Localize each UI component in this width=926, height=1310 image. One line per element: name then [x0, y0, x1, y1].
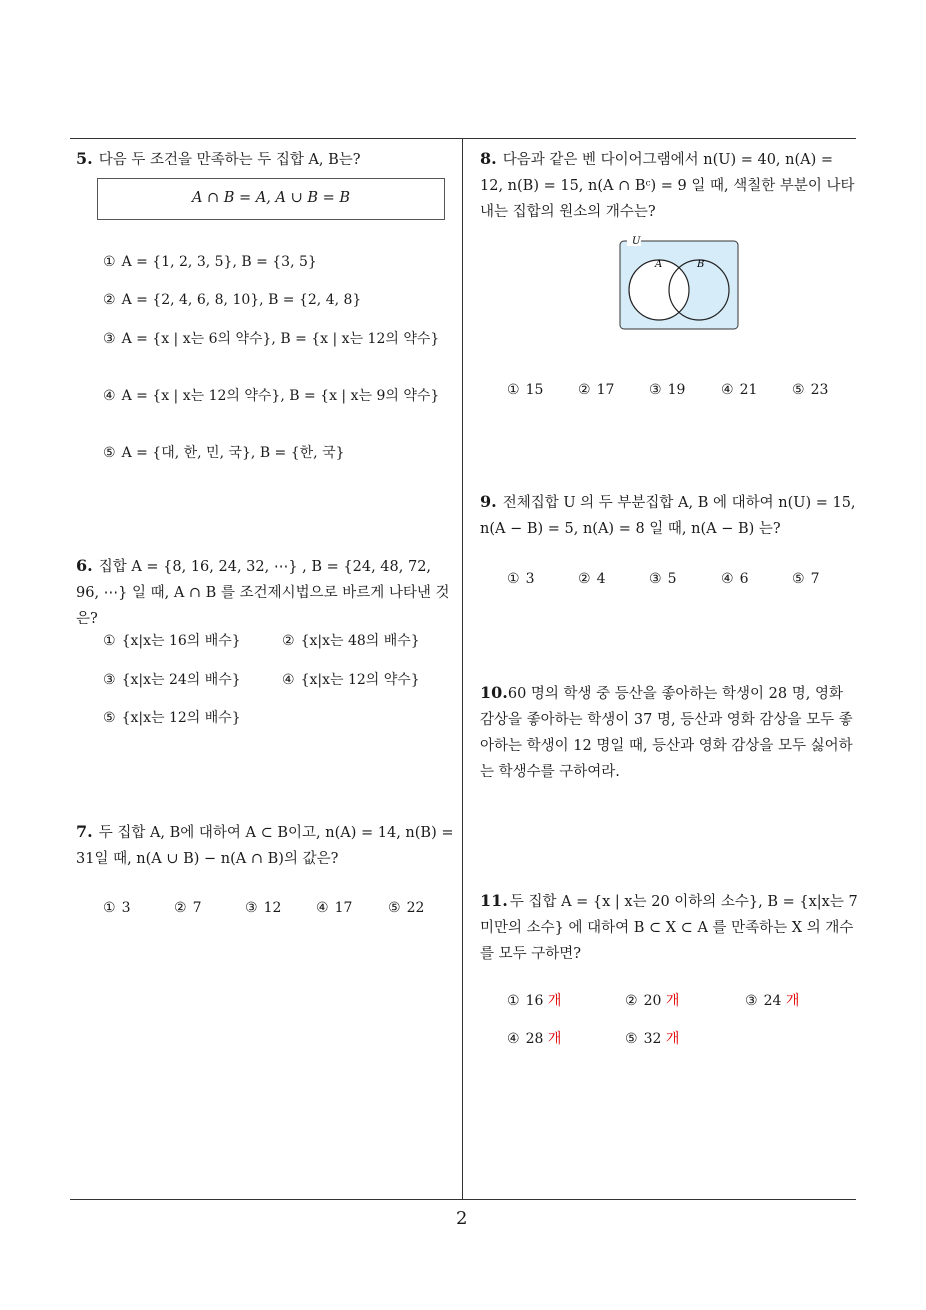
question-5 [76, 146, 446, 173]
option-5[interactable]: ⑤ {x|x는 12의 배수} [103, 710, 241, 726]
option-1[interactable]: ① {x|x는 16의 배수} [103, 633, 241, 649]
page-number: 2 [456, 1208, 468, 1229]
option-5[interactable]: ⑤ 32 개 [625, 1031, 680, 1047]
option-5[interactable]: ⑤ 23 [792, 382, 829, 398]
question-number: 7. [76, 822, 93, 841]
question-number: 5. [76, 149, 93, 168]
option-4[interactable]: ④ 6 [721, 571, 749, 587]
option-3[interactable]: ③ {x|x는 24의 배수} [103, 672, 241, 688]
condition-box: A ∩ B = A, A ∪ B = B [97, 178, 445, 220]
bottom-rule [70, 1199, 856, 1200]
question-stem: 다음과 같은 벤 다이어그램에서 n(U) = 40, n(A) = 12, n(B) = 15, n(A ∩ Bᶜ) = 9 일 때, 색칠한 부분이 나타내는 집합의 원소의 개수는? [480, 152, 855, 220]
option-1[interactable]: ① A = {1, 2, 3, 5}, B = {3, 5} [103, 254, 317, 270]
top-rule [70, 138, 856, 139]
option-1[interactable]: ① 3 [103, 900, 131, 916]
option-5[interactable]: ⑤ A = {대, 한, 민, 국}, B = {한, 국} [103, 445, 345, 461]
option-2[interactable]: ② 20 개 [625, 993, 680, 1009]
venn-diagram [617, 236, 741, 332]
option-1[interactable]: ① 16 개 [507, 993, 562, 1009]
question-6 [76, 553, 454, 632]
option-3[interactable]: ③ 24 개 [745, 993, 800, 1009]
question-11 [480, 888, 858, 967]
set-a-label: A [655, 259, 663, 270]
question-stem: 두 집합 A = {x | x는 20 이하의 소수}, B = {x|x는 7 미만의 소수} 에 대하여 B ⊂ X ⊂ A 를 만족하는 X 의 개수를 모두 구하면? [480, 894, 858, 962]
option-3[interactable]: ③ 12 [245, 900, 282, 916]
set-b-label: B [697, 259, 705, 270]
question-number: 6. [76, 556, 93, 575]
universe-label: U [632, 236, 641, 247]
option-3[interactable]: ③ A = {x | x는 6의 약수}, B = {x | x는 12의 약수} [103, 331, 440, 347]
option-3[interactable]: ③ 19 [649, 382, 686, 398]
option-4[interactable]: ④ A = {x | x는 12의 약수}, B = {x | x는 9의 약수} [103, 388, 440, 404]
question-8 [480, 146, 858, 225]
option-5[interactable]: ⑤ 22 [388, 900, 425, 916]
question-stem: 집합 A = {8, 16, 24, 32, ⋯} , B = {24, 48, 72, 96, ⋯} 일 때, A ∩ B 를 조건제시법으로 바르게 나타낸 것은? [76, 559, 450, 627]
question-stem: 전체집합 U 의 두 부분집합 A, B 에 대하여 n(U) = 15, n(A − B) = 5, n(A) = 8 일 때, n(A − B) 는? [480, 495, 856, 537]
option-4[interactable]: ④ {x|x는 12의 약수} [282, 672, 420, 688]
option-2[interactable]: ② 17 [578, 382, 615, 398]
option-4[interactable]: ④ 21 [721, 382, 758, 398]
question-9 [480, 489, 858, 542]
question-stem: 다음 두 조건을 만족하는 두 집합 A, B는? [98, 152, 361, 168]
question-number: 10. [480, 683, 508, 702]
option-4[interactable]: ④ 28 개 [507, 1031, 562, 1047]
option-1[interactable]: ① 3 [507, 571, 535, 587]
option-4[interactable]: ④ 17 [316, 900, 353, 916]
question-stem: 두 집합 A, B에 대하여 A ⊂ B이고, n(A) = 14, n(B) = 31일 때, n(A ∪ B) − n(A ∩ B)의 값은? [76, 825, 454, 867]
question-number: 11. [480, 891, 508, 910]
question-number: 9. [480, 492, 497, 511]
question-stem: 60 명의 학생 중 등산을 좋아하는 학생이 28 명, 영화 감상을 좋아하는 학생이 37 명, 등산과 영화 감상을 모두 좋아하는 학생이 12 명일 때, 등산과 영화 감상을 모두 싫어하는 학생수를 구하여라. [480, 686, 853, 780]
question-10 [480, 680, 858, 785]
option-2[interactable]: ② 7 [174, 900, 202, 916]
question-7 [76, 819, 454, 872]
option-3[interactable]: ③ 5 [649, 571, 677, 587]
option-2[interactable]: ② {x|x는 48의 배수} [282, 633, 420, 649]
question-number: 8. [480, 149, 497, 168]
option-2[interactable]: ② A = {2, 4, 6, 8, 10}, B = {2, 4, 8} [103, 292, 362, 308]
option-2[interactable]: ② 4 [578, 571, 606, 587]
column-divider [462, 138, 463, 1200]
option-1[interactable]: ① 15 [507, 382, 544, 398]
option-5[interactable]: ⑤ 7 [792, 571, 820, 587]
